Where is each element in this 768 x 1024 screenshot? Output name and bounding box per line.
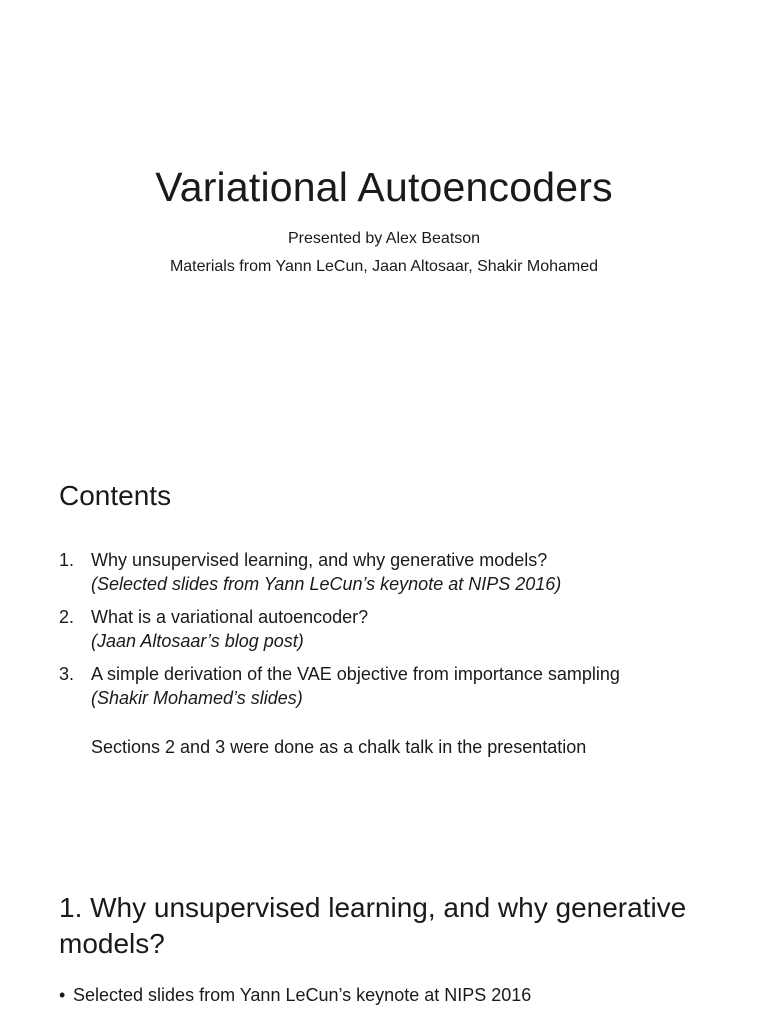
item-text: Why unsupervised learning, and why generative models? xyxy=(91,550,548,570)
item-source: (Selected slides from Yann LeCun’s keynote at NIPS 2016) xyxy=(91,574,562,594)
contents-slide xyxy=(0,432,768,864)
bullet-item xyxy=(59,983,531,1007)
item-number: 3. xyxy=(59,664,75,684)
chalk-talk-note: Sections 2 and 3 were done as a chalk talk in the presentation xyxy=(91,737,587,757)
section-one-slide xyxy=(0,864,768,1024)
item-number: 1. xyxy=(59,550,75,570)
item-source: (Shakir Mohamed’s slides) xyxy=(91,688,303,708)
item-number: 2. xyxy=(59,607,75,627)
item-source: (Jaan Altosaar’s blog post) xyxy=(91,631,304,651)
contents-item xyxy=(59,605,739,653)
materials-credit-line: Materials from Yann LeCun, Jaan Altosaar, Shakir Mohamed xyxy=(169,258,599,275)
presenter-line: Presented by Alex Beatson xyxy=(287,230,481,247)
contents-item xyxy=(59,662,739,710)
section-heading: 1. Why unsupervised learning, and why generative models? xyxy=(59,892,687,960)
bullet-dot-icon: • xyxy=(59,985,66,1005)
contents-item xyxy=(59,548,739,596)
item-text: A simple derivation of the VAE objective from importance sampling xyxy=(91,664,620,684)
contents-list xyxy=(59,548,739,719)
item-text: What is a variational autoencoder? xyxy=(91,607,369,627)
bullet-text: Selected slides from Yann LeCun’s keynote at NIPS 2016 xyxy=(73,985,532,1005)
presentation-title: Variational Autoencoders xyxy=(155,164,613,210)
title-slide xyxy=(0,0,768,432)
contents-heading: Contents xyxy=(59,480,172,511)
